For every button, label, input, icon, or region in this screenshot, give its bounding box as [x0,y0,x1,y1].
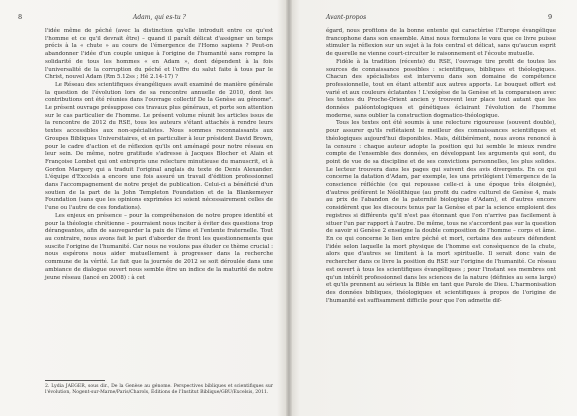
left-page [0,0,288,416]
paragraph: Tous les textes ont été soumis à une relecture rigoureuse (souvent double), pour assurer qu'ils reflètaient le meilleur des connaissances scientifiques et théologiques aujourd'hui disponibles. Mais, délibérément, nous avons renoncé à la censure : chaque auteur adopte la position qui lui semble le mieux rendre compte de l'ensemble des données, en développant les arguments qui sont, du point de vue de sa discipline et de ses convictions personnelles, les plus solides. Le lecteur trouvera dans les pages qui suivent des avis divergents. En ce qui concerne la datation d'Adam, par exemple, les uns privilégient l'émergence de la conscience réfléchie (ce qui repousse celle-ci à une époque très éloignée), d'autres préfèrent le Néolithique (au profit du cadre culturel de Genèse 4, mais au prix de l'abandon de la paternité biologique d'Adam), et d'autres encore considèrent que les discours tenus par la Genèse et par la science emploient des registres si différents qu'il n'est pas étonnant que l'on n'arrive pas facilement à situer l'un par rapport à l'autre. De même, tous ne s'accordent pas sur la question de savoir si Genèse 2 enseigne la double composition de l'homme – corps et âme. En ce qui concerne le lien entre péché et mort, certains des auteurs défendent l'idée selon laquelle la mort physique de l'homme est conséquence de la chute, alors que d'autres se limitent à la mort spirituelle. Il serait donc vain de rechercher dans ce livre la position du RSE sur l'origine de l'humanité. Ce réseau est ouvert à tous les scientifiques évangéliques ; pour l'instant ses membres ont qu'un intérêt professionnel dans les sciences de la nature (définies au sens large) et qu'ils prennent au sérieux la Bible en tant que Parole de Dieu. L'harmonisation des données bibliques, théologiques et scientifiques à propos de l'origine de l'humanité est suffisamment difficile pour que l'on admette dif- [326,120,556,304]
right-page [290,0,577,416]
body-text [45,28,273,282]
footnote: 2. Lydia JAEGER, sous dir., De la Genèse au génome. Perspectives bibliques et scientifiques sur l'évolution, Nogent-sur-Marne/Paris/Charols, Éditions de l'Institut Biblique/GBU/Excelsis, 2011. [45,384,273,395]
page-number: 9 [548,13,553,21]
page-number: 8 [18,13,23,21]
running-head: Avant-propos [326,14,367,21]
paragraph: l'idée même de péché (avec la distinction qu'elle introduit entre ce qu'est l'homme et ce qu'il devrait être) – quand il paraît délicat d'assigner un temps précis à la « chute » au cours de l'émergence de l'Homo sapiens ? Peut-on abandonner l'idée d'un couple unique à l'origine de l'humanité sans rompre la solidarité de tous les hommes « en Adam », dont dépendent à la fois l'universalité de la corruption du péché et l'offre du salut faite à tous par le Christ, nouvel Adam (Rm 5.12ss ; Hé 2.14-17) ? [45,28,273,81]
running-head: Adam, qui es-tu ? [133,14,186,21]
paragraph: Le Réseau des scientifiques évangéliques avait examiné de manière générale la question de l'évolution lors de sa rencontre annuelle de 2010, dont les contributions ont été réunies dans l'ouvrage collectif De la Genèse au génome². Le présent ouvrage présuppose ces travaux plus généraux, et porte son attention sur le cas particulier de l'homme. Le présent volume réunit les articles issus de la rencontre de 2012 du RSE, tous les auteurs s'étant attachés à rendre leurs textes accessibles aux non-spécialistes. Nous sommes reconnaissants aux Groupes Bibliques Universitaires, et en particulier à leur président David Brown, pour le cadre d'action et de réflexion qu'ils ont aménagé pour notre réseau en leur sein. De même, notre gratitude s'adresse à Jacques Blocher et Alain et Françoise Lombet qui ont entrepris une relecture minutieuse du manuscrit, et à Gordon Margery qui a traduit l'original anglais du texte de Denis Alexander. L'équipe d'Excelsis a encore une fois assuré un travail d'édition professionnel dans l'accompagnement de notre projet de publication. Celui-ci a bénéficié d'un soutien de la part de la John Templeton Foundation et de la Blankemeyer Foundation (sans que les opinions exprimées ici soient nécessairement celles de l'une ou l'autre de ces fondations). [45,81,273,212]
paragraph: Les enjeux en présence – pour la compréhension de notre propre identité et pour la théologie chrétienne – pourraient nous inciter à éviter des questions trop dérangeantes, afin de sauvegarder la paix de l'âme et l'entente fraternelle. Tout au contraire, nous avons fait le pari d'aborder de front les questionnements que suscite l'origine de l'humanité. Car nous ne voulons pas éluder ce thème crucial : nous espérons nous aider mutuellement à progresser dans la recherche commune de la vérité. Le fait que la journée de 2012 se soit déroulée dans une ambiance de dialogue ouvert nous semble être un indice de la maturité de notre jeune réseau (lancé en 2008) : à cet [45,212,273,281]
footnote-rule [45,380,105,381]
paragraph: égard, nous profitons de la bonne entente qui caractérise l'Europe évangélique francophone dans son ensemble. Ainsi nous formulons le vœu que ce livre puisse stimuler la réflexion sur un sujet à la fois central et délicat, sans qu'aucun esprit de querelle ne vienne court-circuiter le raisonnement et l'écoute mutuelle. [326,28,556,58]
paragraph: Fidèle à la tradition (récente) du RSE, l'ouvrage tire profit de toutes les sources de connaissance possibles : scientifiques, bibliques et théologiques. Chacun des spécialistes est intervenu dans son domaine de compétence professionnelle, tout en étant attentif aux autres apports. Le bouquet offert est varié et aux couleurs éclatantes ! L'exégèse de la Genèse et la comparaison avec les textes du Proche-Orient ancien y trouvent leur place tout autant que les données paléontologiques et génétiques éclairant l'évolution de l'homme moderne, sans oublier la construction dogmatico-théologique. [326,58,556,119]
body-text [326,28,556,305]
